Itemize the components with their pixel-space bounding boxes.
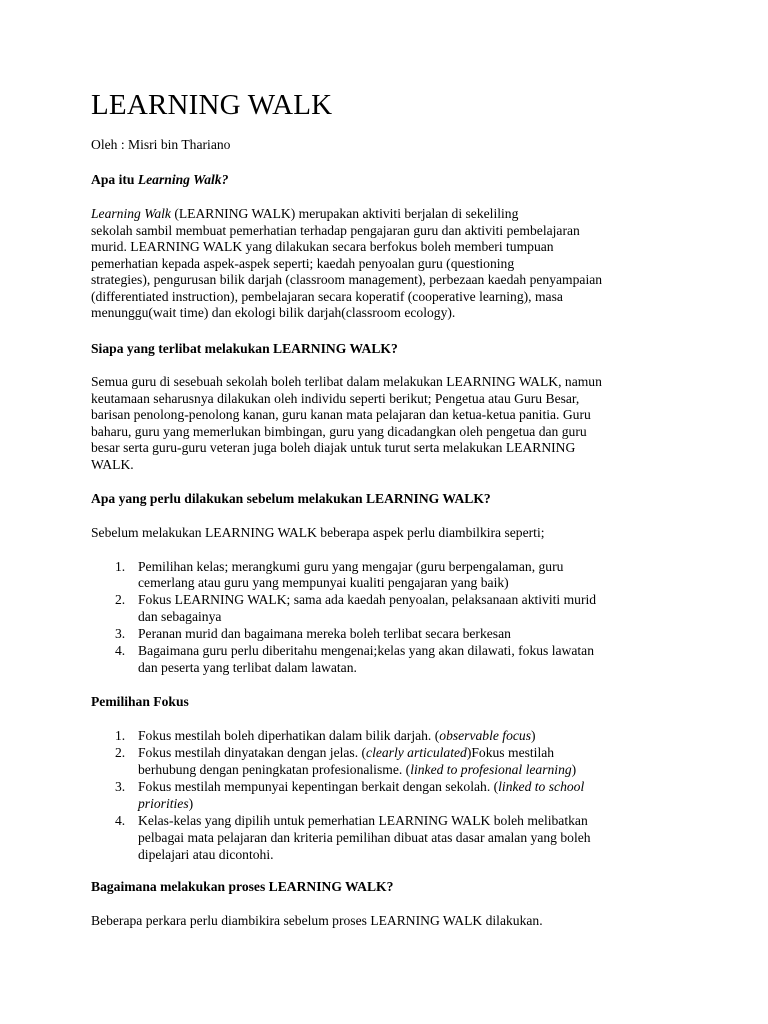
list-item-text: Peranan murid dan bagaimana mereka boleh terlibat secara berkesan xyxy=(138,626,511,641)
list-item-text xyxy=(138,795,193,812)
heading-before: Apa yang perlu dilakukan sebelum melakukan LEARNING WALK? xyxy=(91,491,491,506)
heading-what-is-term: Learning Walk? xyxy=(137,172,229,187)
heading-what-is-prefix: Apa itu xyxy=(91,172,138,187)
list-item-segment: berhubung dengan peningkatan profesionalisme. ( xyxy=(138,762,411,777)
list-item-segment: ) xyxy=(531,728,536,743)
paragraph-before: Sebelum melakukan LEARNING WALK beberapa aspek perlu diambilkira seperti; xyxy=(91,525,545,540)
list-item-segment: Fokus mestilah dinyatakan dengan jelas. ( xyxy=(138,745,367,760)
list-item-segment: ) xyxy=(188,796,194,811)
list-item-text: Kelas-kelas yang dipilih untuk pemerhatian LEARNING WALK boleh melibatkan xyxy=(138,813,588,828)
paragraph-who-line: baharu, guru yang memerlukan bimbingan, guru yang dicadangkan oleh pengetua dan guru xyxy=(91,424,587,439)
heading-who: Siapa yang terlibat melakukan LEARNING WALK? xyxy=(91,341,398,356)
paragraph-who-line: WALK. xyxy=(91,457,134,472)
paragraph-definition-line: pemerhatian kepada aspek-aspek seperti; kaedah penyoalan guru (questioning xyxy=(91,256,515,271)
author-line: Oleh : Misri bin Thariano xyxy=(91,137,231,152)
list-item-emphasis: observable focus xyxy=(439,728,532,743)
heading-what-is xyxy=(91,171,228,188)
list-item-text: dan peserta yang terlibat dalam lawatan. xyxy=(138,660,357,675)
paragraph-how: Beberapa perkara perlu diambikira sebelum proses LEARNING WALK dilakukan. xyxy=(91,913,543,928)
list-item-text: dipelajari atau dicontohi. xyxy=(138,847,274,862)
list-item-number: 2. xyxy=(115,745,126,760)
list-item-emphasis: clearly articulated xyxy=(366,745,467,760)
list-item-number: 4. xyxy=(115,813,126,828)
paragraph-definition-line: (differentiated instruction), pembelajaran secara koperatif (cooperative learning), masa xyxy=(91,289,563,304)
list-item-text xyxy=(138,744,554,761)
list-item-segment: Fokus mestilah boleh diperhatikan dalam bilik darjah. ( xyxy=(138,728,440,743)
paragraph-definition-line: menunggu(wait time) dan ekologi bilik darjah(classroom ecology). xyxy=(91,305,456,320)
list-item-number: 4. xyxy=(115,643,126,658)
paragraph-who-line: besar serta guru-guru veteran juga boleh diajak untuk turut serta melakukan LEARNING xyxy=(91,440,576,455)
list-item-text: Pemilihan kelas; merangkumi guru yang mengajar (guru berpengalaman, guru xyxy=(138,559,564,574)
paragraph-definition-line: sekolah sambil membuat pemerhatian terhadap pengajaran guru dan aktiviti pembelajaran xyxy=(91,223,580,238)
list-item-number: 3. xyxy=(115,626,126,641)
paragraph-who-line: keutamaan seharusnya dilakukan oleh individu seperti berikut; Pengetua atau Guru Besar, xyxy=(91,391,580,406)
list-item-text xyxy=(138,761,576,778)
paragraph-definition-line: strategies), pengurusan bilik darjah (classroom management), perbezaan kaedah penyampaian xyxy=(91,272,603,287)
paragraph-who-line: barisan penolong-penolong kanan, guru kanan mata pelajaran dan ketua-ketua panitia. Guru xyxy=(91,407,591,422)
list-item-emphasis: linked to school xyxy=(498,779,585,794)
list-item-segment: )Fokus mestilah xyxy=(466,745,555,760)
list-item-text: pelbagai mata pelajaran dan kriteria pemilihan dibuat atas dasar amalan yang boleh xyxy=(138,830,591,845)
list-item-text: cemerlang atau guru yang mempunyai kualiti pengajaran yang baik) xyxy=(138,575,509,590)
document-title: LEARNING WALK xyxy=(91,89,333,121)
list-item-text: Bagaimana guru perlu diberitahu mengenai;kelas yang akan dilawati, fokus lawatan xyxy=(138,643,594,658)
list-item-segment: Fokus mestilah mempunyai kepentingan berkait dengan sekolah. ( xyxy=(138,779,499,794)
list-item-number: 2. xyxy=(115,592,126,607)
paragraph-definition-line: murid. LEARNING WALK yang dilakukan secara berfokus boleh memberi tumpuan xyxy=(91,239,554,254)
heading-how: Bagaimana melakukan proses LEARNING WALK? xyxy=(91,879,394,894)
paragraph-definition-text: (LEARNING WALK) merupakan aktiviti berjalan di sekeliling xyxy=(170,206,519,221)
list-item-text xyxy=(138,727,536,744)
term-learning-walk: Learning Walk xyxy=(91,206,171,221)
list-item-segment: ) xyxy=(571,762,577,777)
paragraph-who-line: Semua guru di sesebuah sekolah boleh terlibat dalam melakukan LEARNING WALK, namun xyxy=(91,374,602,389)
list-item-number: 1. xyxy=(115,728,126,743)
list-item-emphasis: linked to profesional learning xyxy=(410,762,572,777)
paragraph-definition-line xyxy=(91,205,518,222)
list-item-number: 1. xyxy=(115,559,126,574)
heading-focus-selection: Pemilihan Fokus xyxy=(91,694,189,709)
list-item-text: Fokus LEARNING WALK; sama ada kaedah penyoalan, pelaksanaan aktiviti murid xyxy=(138,592,597,607)
list-item-emphasis: priorities xyxy=(138,796,189,811)
list-item-number: 3. xyxy=(115,779,126,794)
list-item-text xyxy=(138,778,584,795)
list-item-text: dan sebagainya xyxy=(138,609,222,624)
